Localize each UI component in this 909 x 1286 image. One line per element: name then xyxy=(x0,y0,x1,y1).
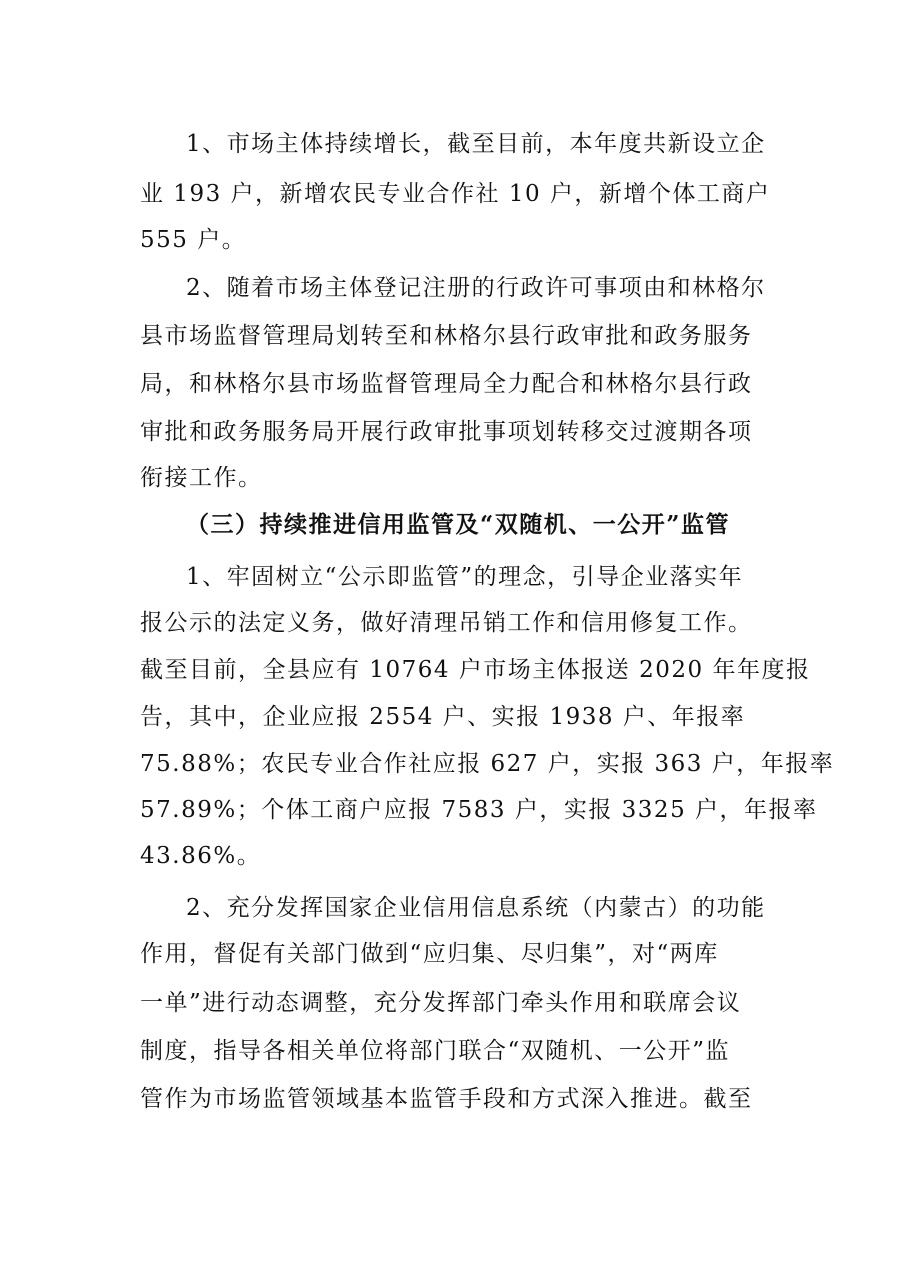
paragraph-line: 1、牢固树立“公示即监管”的理念，引导企业落实年 xyxy=(186,564,744,590)
paragraph-line: 43.86%。 xyxy=(140,843,262,869)
paragraph-line: 局，和林格尔县市场监督管理局全力配合和林格尔县行政 xyxy=(140,371,753,397)
paragraph-line: 2、随着市场主体登记注册的行政许可事项由和林格尔 xyxy=(186,275,766,301)
paragraph-line: 2、充分发挥国家企业信用信息系统（内蒙古）的功能 xyxy=(186,895,766,921)
paragraph-line: 作用，督促有关部门做到“应归集、尽归集”，对“两库 xyxy=(140,941,719,967)
paragraph-line: 管作为市场监管领域基本监管手段和方式深入推进。截至 xyxy=(140,1086,753,1112)
paragraph-line: 57.89%；个体工商户应报 7583 户，实报 3325 户，年报率 xyxy=(140,797,818,823)
paragraph-line: 1、市场主体持续增长，截至目前，本年度共新设立企 xyxy=(186,131,766,157)
paragraph-line: 制度，指导各相关单位将部门联合“双随机、一公开”监 xyxy=(140,1038,731,1064)
paragraph-line: 截至目前，全县应有 10764 户市场主体报送 2020 年年度报 xyxy=(140,657,811,683)
paragraph-line: 业 193 户，新增农民专业合作社 10 户，新增个体工商户 xyxy=(140,181,771,207)
paragraph-line: 一单”进行动态调整，充分发挥部门牵头作用和联席会议 xyxy=(140,990,742,1016)
paragraph-line: 衔接工作。 xyxy=(140,465,263,491)
paragraph-line: 555 户。 xyxy=(140,227,247,253)
paragraph-line: 告，其中，企业应报 2554 户、实报 1938 户、年报率 xyxy=(140,704,746,730)
paragraph-line: 报公示的法定义务，做好清理吊销工作和信用修复工作。 xyxy=(140,610,753,636)
section-heading: （三）持续推进信用监管及“双随机、一公开”监管 xyxy=(186,511,730,538)
paragraph-line: 审批和政务服务局开展行政审批事项划转移交过渡期各项 xyxy=(140,419,753,445)
paragraph-line: 县市场监督管理局划转至和林格尔县行政审批和政务服务 xyxy=(140,323,753,349)
paragraph-line: 75.88%；农民专业合作社应报 627 户，实报 363 户，年报率 xyxy=(140,751,835,777)
